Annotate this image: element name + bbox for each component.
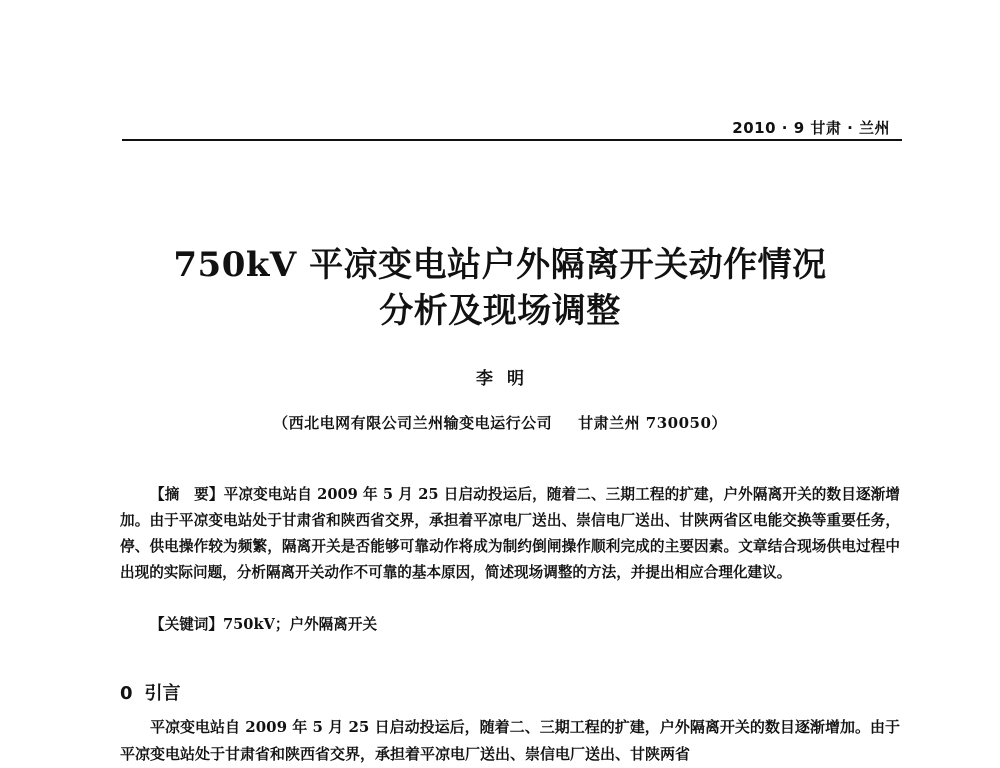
section-heading xyxy=(120,679,181,705)
abstract-text: 平凉变电站自 2009 年 5 月 25 日启动投运后，随着二、三期工程的扩建，户外隔离开关的数目逐渐增加。由于平凉变电站处于甘肃省和陕西省交界，承担着平凉电厂送出、崇信电厂送出、甘陕两省区电能交换等重要任务，停、供电操作较为频繁，隔离开关是否能够可靠动作将成为制约倒闸操作顺利完成的主要因素。文章结合现场供电过程中出现的实际问题，分析隔离开关动作不可靠的基本原因，简述现场调整的方法，并提出相应合理化建议。 xyxy=(120,486,900,581)
author-name: 李明 xyxy=(476,369,538,389)
keywords-label: 【关键词】 xyxy=(150,616,223,633)
journal-issue-header: 2010 · 9 甘肃 · 兰州 xyxy=(732,119,890,137)
paper-title-line-2: 分析及现场调整 xyxy=(379,291,621,331)
paper-title-line-1: 750kV 平凉变电站户外隔离开关动作情况 xyxy=(173,245,827,285)
abstract xyxy=(120,482,900,586)
affiliation-location: 甘肃兰州 730050） xyxy=(578,414,727,432)
body-paragraph: 平凉变电站自 2009 年 5 月 25 日启动投运后，随着二、三期工程的扩建，户外隔离开关的数目逐渐增加。由于平凉变电站处于甘肃省和陕西省交界，承担着平凉电厂送出、崇信电厂送出、甘陕两省 xyxy=(120,718,900,763)
author-affiliation xyxy=(0,412,1000,433)
section-title-text: 引言 xyxy=(144,683,181,704)
keywords-text: 750kV；户外隔离开关 xyxy=(222,616,378,633)
header-divider xyxy=(122,139,902,141)
keywords xyxy=(150,612,900,638)
section-number: 0 xyxy=(120,683,133,704)
paper-title xyxy=(0,242,1000,334)
affiliation-organization: （西北电网有限公司兰州输变电运行公司 xyxy=(273,414,553,432)
abstract-label: 【摘 要】 xyxy=(150,486,224,503)
